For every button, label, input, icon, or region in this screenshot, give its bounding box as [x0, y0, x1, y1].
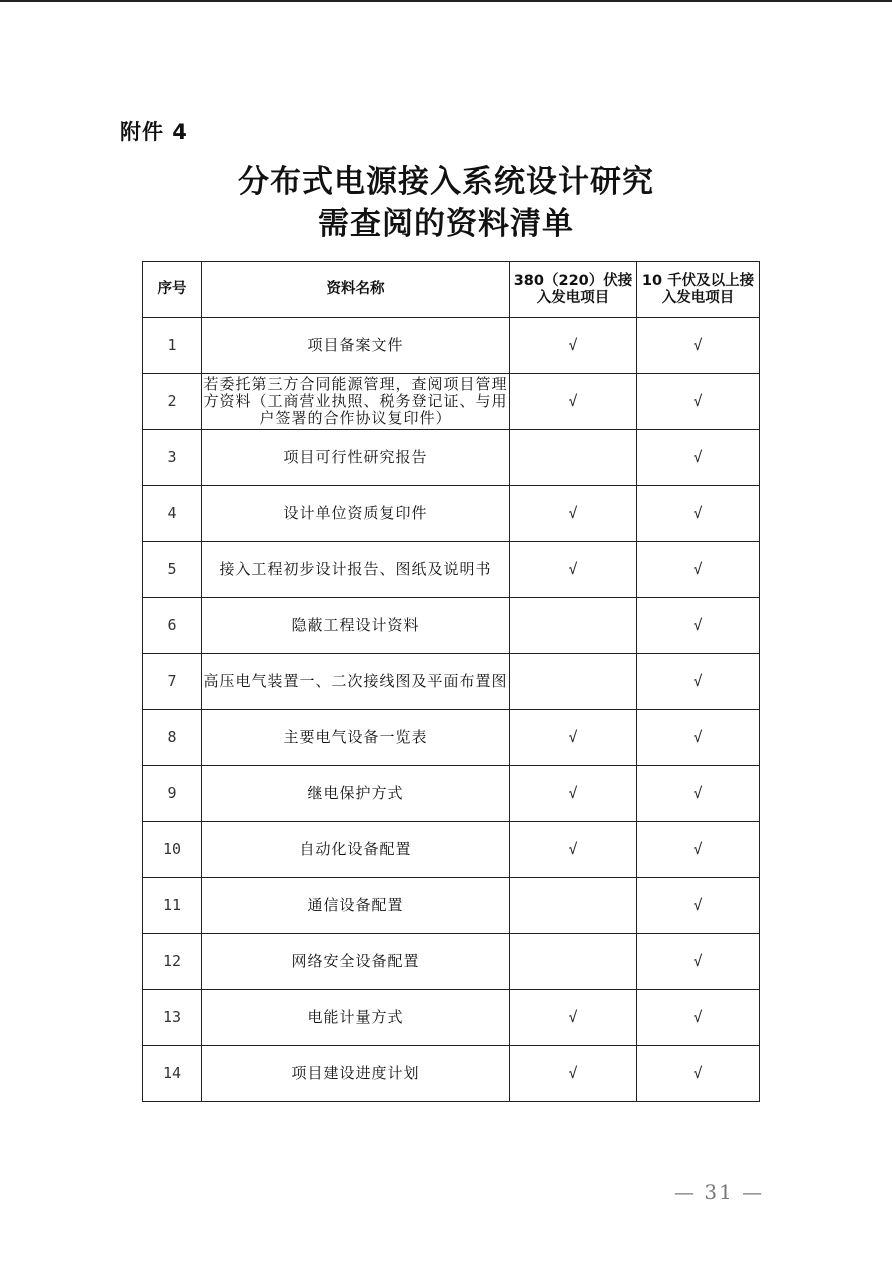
row-index: 9: [143, 766, 202, 822]
table-row: [143, 822, 760, 878]
row-low-voltage-check: √: [510, 710, 637, 766]
table-row: [143, 1046, 760, 1102]
row-low-voltage-check: [510, 598, 637, 654]
row-material-name: 高压电气装置一、二次接线图及平面布置图: [202, 654, 510, 710]
table-row: [143, 934, 760, 990]
row-material-name: 隐蔽工程设计资料: [202, 598, 510, 654]
header-high-voltage: 10 千伏及以上接入发电项目: [637, 262, 760, 318]
table-row: [143, 990, 760, 1046]
table-row: [143, 486, 760, 542]
row-high-voltage-check: √: [637, 654, 760, 710]
row-index: 7: [143, 654, 202, 710]
row-high-voltage-check: √: [637, 934, 760, 990]
row-index: 8: [143, 710, 202, 766]
table-row: [143, 542, 760, 598]
row-low-voltage-check: √: [510, 766, 637, 822]
row-high-voltage-check: √: [637, 878, 760, 934]
row-material-name: 继电保护方式: [202, 766, 510, 822]
row-high-voltage-check: √: [637, 822, 760, 878]
table-body: [143, 318, 760, 1102]
row-low-voltage-check: √: [510, 318, 637, 374]
row-low-voltage-check: [510, 934, 637, 990]
row-material-name: 通信设备配置: [202, 878, 510, 934]
row-low-voltage-check: √: [510, 374, 637, 430]
row-high-voltage-check: √: [637, 1046, 760, 1102]
row-material-name: 设计单位资质复印件: [202, 486, 510, 542]
table-header-row: [143, 262, 760, 318]
document-title-line-2: 需查阅的资料清单: [318, 206, 574, 242]
table-row: [143, 430, 760, 486]
table-row: [143, 878, 760, 934]
row-material-name: 自动化设备配置: [202, 822, 510, 878]
row-high-voltage-check: √: [637, 766, 760, 822]
row-high-voltage-check: √: [637, 374, 760, 430]
row-low-voltage-check: [510, 878, 637, 934]
table-row: [143, 598, 760, 654]
row-material-name: 项目备案文件: [202, 318, 510, 374]
row-material-name: 电能计量方式: [202, 990, 510, 1046]
row-material-name: 主要电气设备一览表: [202, 710, 510, 766]
row-high-voltage-check: √: [637, 542, 760, 598]
row-low-voltage-check: √: [510, 990, 637, 1046]
row-material-name: 接入工程初步设计报告、图纸及说明书: [202, 542, 510, 598]
document-title-line-1: 分布式电源接入系统设计研究: [238, 164, 654, 200]
top-border-rule: [0, 0, 892, 2]
row-index: 1: [143, 318, 202, 374]
row-low-voltage-check: [510, 654, 637, 710]
row-high-voltage-check: √: [637, 990, 760, 1046]
row-material-name: 项目建设进度计划: [202, 1046, 510, 1102]
table-row: [143, 654, 760, 710]
row-low-voltage-check: [510, 430, 637, 486]
row-high-voltage-check: √: [637, 710, 760, 766]
header-low-voltage: 380（220）伏接入发电项目: [510, 262, 637, 318]
row-index: 5: [143, 542, 202, 598]
table-row: [143, 374, 760, 430]
page-number: — 31 —: [674, 1180, 765, 1204]
row-index: 6: [143, 598, 202, 654]
row-index: 13: [143, 990, 202, 1046]
row-low-voltage-check: √: [510, 542, 637, 598]
row-index: 10: [143, 822, 202, 878]
table-row: [143, 710, 760, 766]
row-index: 11: [143, 878, 202, 934]
row-index: 4: [143, 486, 202, 542]
row-index: 14: [143, 1046, 202, 1102]
table-row: [143, 766, 760, 822]
row-high-voltage-check: √: [637, 430, 760, 486]
attachment-label: 附件 4: [120, 120, 188, 144]
row-high-voltage-check: √: [637, 486, 760, 542]
header-name: 资料名称: [202, 262, 510, 318]
row-material-name: 网络安全设备配置: [202, 934, 510, 990]
row-material-name: 若委托第三方合同能源管理，查阅项目管理方资料（工商营业执照、税务登记证、与用户签署的合作协议复印件）: [202, 374, 510, 430]
row-index: 3: [143, 430, 202, 486]
row-high-voltage-check: √: [637, 318, 760, 374]
row-material-name: 项目可行性研究报告: [202, 430, 510, 486]
row-index: 12: [143, 934, 202, 990]
table-row: [143, 318, 760, 374]
materials-table: [142, 261, 760, 1102]
row-high-voltage-check: √: [637, 598, 760, 654]
row-index: 2: [143, 374, 202, 430]
row-low-voltage-check: √: [510, 486, 637, 542]
header-index: 序号: [143, 262, 202, 318]
row-low-voltage-check: √: [510, 822, 637, 878]
row-low-voltage-check: √: [510, 1046, 637, 1102]
